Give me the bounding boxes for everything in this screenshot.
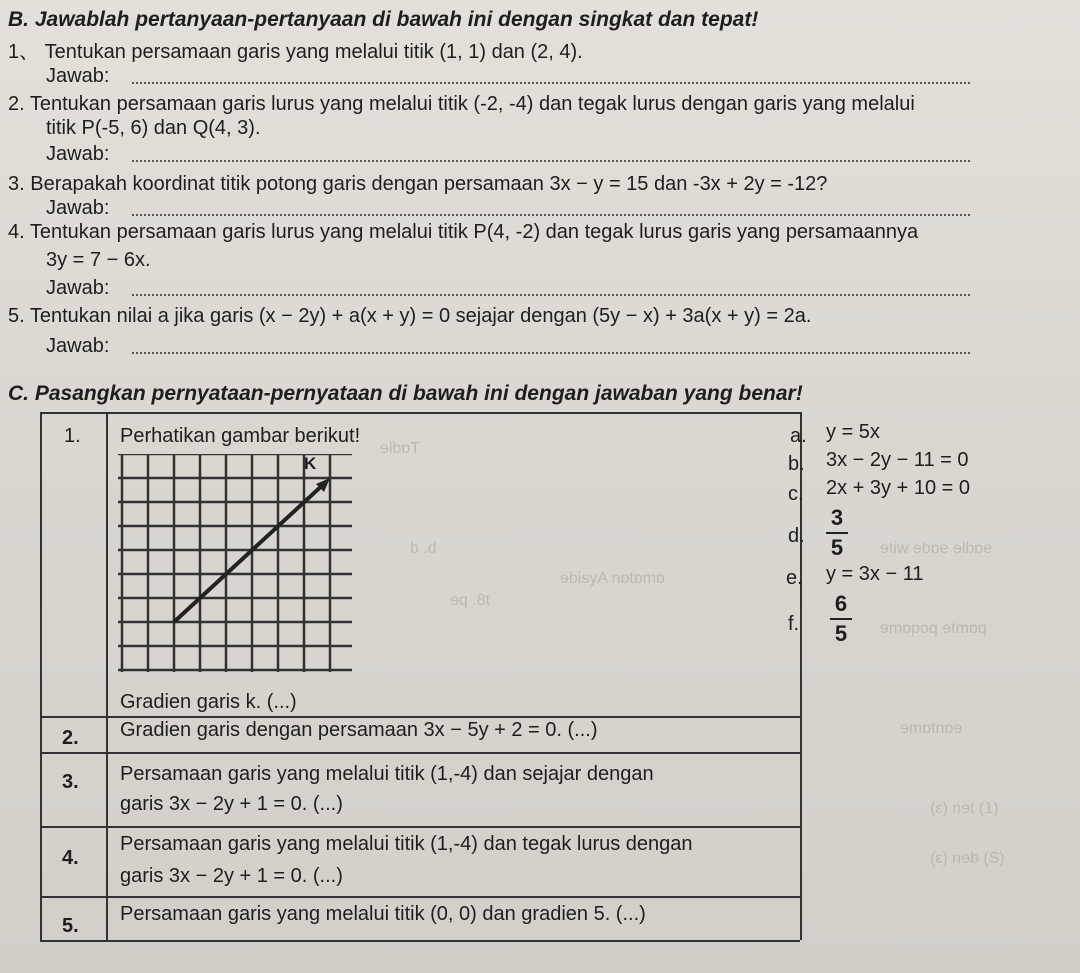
row-3-number: 3. bbox=[62, 771, 79, 793]
section-b-heading: B. Jawablah pertanyaan-pertanyaan di bawah ini dengan singkat dan tepat! bbox=[8, 8, 759, 31]
question-2-line-1: 2. Tentukan persamaan garis lurus yang melalui titik (-2, -4) dan tegak lurus dengan garis yang melalui bbox=[8, 93, 915, 115]
answer-label-5: Jawab: bbox=[46, 335, 110, 357]
option-f-fraction bbox=[830, 592, 852, 646]
table-number-column-divider bbox=[106, 412, 108, 942]
option-d-letter: d. bbox=[788, 525, 805, 547]
section-c-heading: C. Pasangkan pernyataan-pernyataan di bawah ini dengan jawaban yang benar! bbox=[8, 382, 803, 405]
row-2-number: 2. bbox=[62, 727, 79, 749]
question-4-line-2: 3y = 7 − 6x. bbox=[46, 249, 151, 271]
answer-line-1 bbox=[132, 82, 970, 84]
question-5: 5. Tentukan nilai a jika garis (x − 2y) + a(x + y) = 0 sejajar dengan (5y − x) + 3a(x + y) = 2a. bbox=[8, 305, 812, 327]
row-2-text: Gradien garis dengan persamaan 3x − 5y + 2 = 0. (...) bbox=[120, 719, 598, 741]
question-2-line-2: titik P(-5, 6) dan Q(4, 3). bbox=[46, 117, 261, 139]
table-top-border bbox=[40, 412, 800, 414]
answer-label-2: Jawab: bbox=[46, 143, 110, 165]
row-4-text-2: garis 3x − 2y + 1 = 0. (...) bbox=[120, 865, 343, 887]
row-5-text: Persamaan garis yang melalui titik (0, 0) dan gradien 5. (...) bbox=[120, 903, 646, 925]
row-5-number: 5. bbox=[62, 915, 79, 937]
option-b-value: 3x − 2y − 11 = 0 bbox=[826, 449, 969, 471]
answer-label-1: Jawab: bbox=[46, 65, 110, 87]
line-k-graph bbox=[118, 454, 358, 676]
row-4-number: 4. bbox=[62, 847, 79, 869]
question-4-line-1: 4. Tentukan persamaan garis lurus yang melalui titik P(4, -2) dan tegak lurus garis yang persamaannya bbox=[8, 221, 919, 243]
option-c-value: 2x + 3y + 10 = 0 bbox=[826, 477, 970, 499]
table-left-border bbox=[40, 412, 42, 942]
option-d-denominator: 5 bbox=[830, 535, 844, 560]
option-f-denominator: 5 bbox=[834, 621, 848, 646]
answer-line-4 bbox=[132, 294, 970, 296]
worksheet-page: B. Jawablah pertanyaan-pertanyaan di bawah ini dengan singkat dan tepat! 1、 Tentukan persamaan garis yang melalui titik (1, 1) dan (2, 4). Jawab: 2. Tentukan persamaan garis lurus yang melalui titik (-2, -4) dan tegak lurus dengan garis yang melalui titik P(-5, 6) dan Q(4, 3). Jawab: 3. Berapakah koordinat titik potong garis dengan persamaan 3x − y = 15 dan -3x + 2y = -12? Jawab: 4. Tentukan persamaan garis lurus yang melalui titik P(4, -2) dan tegak lurus garis yang persamaannya 3y = 7 − 6x. Jawab: 5. Tentukan nilai a jika garis (x − 2y) + a(x + y) = 0 sejajar dengan (5y − x) + 3a(x + y) = 2a. Jawab: ɘlbɒT b .d ɘq .8t ɘbisyA nɒtɒmɒ ɘtiw ɘbɒe ɘlbɒe ɘmɒpoq ɘtmɒq ɘmɒtnɒɘ (ε) nɘt (1) (ε) nɘb (S) C. Pasangkan pernyataan-pernyataan di bawah ini dengan jawaban yang benar! 1. Perhatikan gambar berikut! K Gradien garis k. (...) 2. Gradien garis dengan persamaan 3x − 5y + 2 = 0. (...) 3. Persamaan garis yang melalui titik (1,-4) dan sejajar dengan garis 3x − 2y + 1 = 0. (...) 4. Persamaan garis yang melalui titik (1,-4) dan tegak lurus dengan garis 3x − 2y + 1 = 0. (...) 5. Persamaan garis yang melalui titik (0, 0) dan gradien 5. (...) a. y = 5x b. 3x − 2y − 11 = 0 c. 2x + 3y + 10 = 0 d. 3 5 e. y = 3x − 11 f. 6 5 bbox=[0, 0, 1080, 973]
row-4-text: Persamaan garis yang melalui titik (1,-4) dan tegak lurus dengan bbox=[120, 833, 693, 855]
option-d-numerator: 3 bbox=[830, 505, 844, 530]
option-a-letter: a. bbox=[790, 425, 807, 447]
row-3-text: Persamaan garis yang melalui titik (1,-4) dan sejajar dengan bbox=[120, 763, 654, 785]
option-e-letter: e. bbox=[786, 567, 803, 589]
row-1-text: Perhatikan gambar berikut! bbox=[120, 425, 361, 447]
option-b-letter: b. bbox=[788, 453, 805, 475]
answer-label-4: Jawab: bbox=[46, 277, 110, 299]
answer-label-3: Jawab: bbox=[46, 197, 110, 219]
line-k-label: K bbox=[304, 454, 317, 473]
row-3-text-2: garis 3x − 2y + 1 = 0. (...) bbox=[120, 793, 343, 815]
answer-line-3 bbox=[132, 214, 970, 216]
option-e-value: y = 3x − 11 bbox=[826, 563, 924, 585]
option-c-letter: c. bbox=[788, 483, 804, 505]
option-d-fraction bbox=[826, 506, 848, 560]
row-1-number: 1. bbox=[64, 425, 81, 447]
question-1: 1、 Tentukan persamaan garis yang melalui titik (1, 1) dan (2, 4). bbox=[8, 41, 583, 63]
option-f-letter: f. bbox=[788, 613, 800, 635]
option-f-numerator: 6 bbox=[834, 591, 848, 616]
answer-line-2 bbox=[132, 160, 970, 162]
row-1-text-2: Gradien garis k. (...) bbox=[120, 691, 297, 713]
option-a-value: y = 5x bbox=[826, 421, 880, 443]
question-3: 3. Berapakah koordinat titik potong garis dengan persamaan 3x − y = 15 dan -3x + 2y = -12? bbox=[8, 173, 828, 195]
answer-line-5 bbox=[132, 352, 970, 354]
